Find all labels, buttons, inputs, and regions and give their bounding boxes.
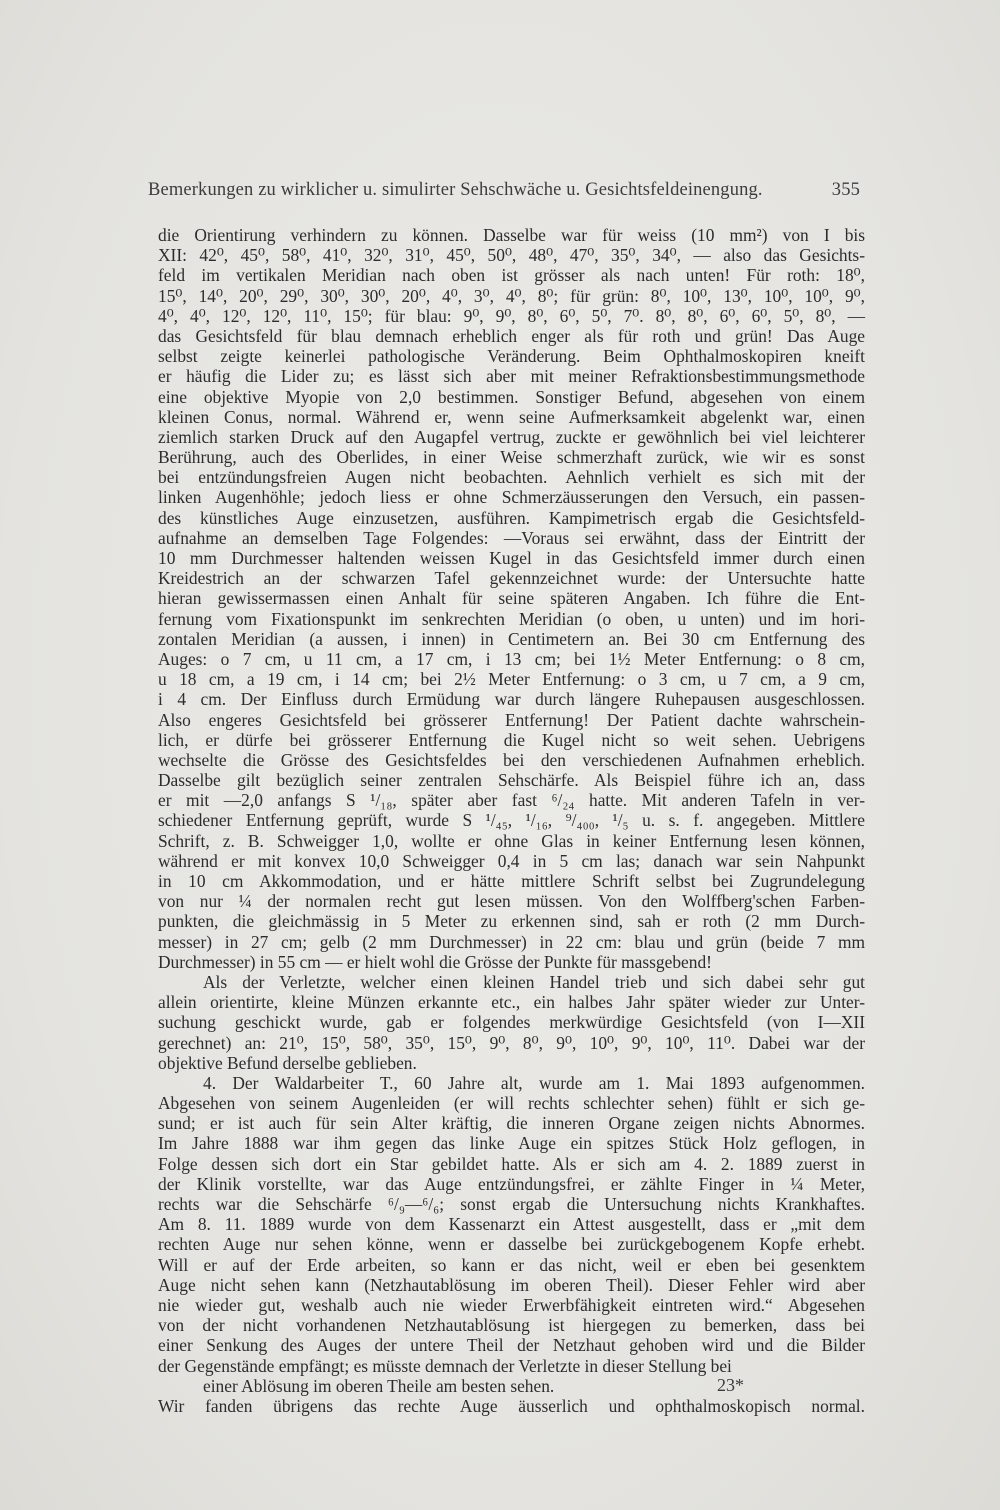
page-number: 355 [831, 180, 860, 200]
running-header [148, 180, 860, 201]
text-line: Im Jahre 1888 war ihm gegen das linke Auge ein spitzes Stück Holz geflogen, in [158, 1133, 865, 1154]
text-line: in 10 cm Akkommodation, und er hätte mittlere Schrift selbst bei Zugrundelegung [158, 871, 865, 891]
text-line: Kreidestrich an der schwarzen Tafel gekennzeichnet wurde: der Untersuchte hatte [158, 568, 865, 589]
text-line: 15⁰, 14⁰, 20⁰, 29⁰, 30⁰, 30⁰, 20⁰, 4⁰, 3⁰, 4⁰, 8⁰; für grün: 8⁰, 10⁰, 13⁰, 10⁰, 10⁰, 9⁰, [158, 285, 865, 306]
text-line: ziemlich starken Druck auf den Augapfel vertrug, zuckte er gewöhnlich bei viel leichterer [158, 426, 865, 447]
text-line: fernung vom Fixationspunkt im senkrechten Meridian (o oben, u unten) und im hori- [158, 608, 865, 629]
text-line: Wir fanden übrigens das rechte Auge äusserlich und ophthalmoskopisch normal. [158, 1395, 865, 1416]
running-title: Bemerkungen zu wirklicher u. simulirter Sehschwäche u. Gesichtsfeldeinengung. [148, 180, 763, 200]
text-line: die Orientirung verhindern zu können. Dasselbe war für weiss (10 mm²) von I bis [158, 225, 865, 245]
text-line: Auge nicht sehen kann (Netzhautablösung im oberen Theil). Dieser Fehler wird aber [158, 1274, 865, 1295]
text-line: Als der Verletzte, welcher einen kleinen Handel trieb und sich dabei sehr gut [203, 971, 865, 992]
text-line: u 18 cm, a 19 cm, i 14 cm; bei 2½ Meter Entfernung: o 3 cm, u 7 cm, a 9 cm, [158, 669, 865, 690]
text-line: Also engeres Gesichtsfeld bei grösserer Entfernung! Der Patient dachte wahrschein- [158, 709, 865, 730]
text-line: schiedener Entfernung geprüft, wurde S ¹/₄₅, ¹/₁₆, ⁹/₄₀₀, ¹/₅ u. s. f. angegeben. Mittlere [158, 810, 865, 831]
text-line: Durchmesser) in 55 cm — er hielt wohl die Grösse der Punkte für massgebend! [158, 951, 712, 972]
text-line: von der nicht vorhandenen Netzhautablösung ist hiergegen zu bemerken, dass bei [158, 1315, 865, 1336]
text-line: Folge dessen sich dort ein Star gebildet hatte. Als er sich am 4. 2. 1889 zuerst in [158, 1153, 865, 1174]
text-line: punkten, die gleichmässig in 5 Meter zu erkennen sind, sah er roth (2 mm Durch- [158, 911, 865, 932]
text-line: des künstliches Auge einzusetzen, ausführen. Kampimetrisch ergab die Gesichtsfeld- [158, 507, 865, 528]
text-line: 4. Der Waldarbeiter T., 60 Jahre alt, wurde am 1. Mai 1893 aufgenommen. [203, 1072, 865, 1093]
text-line: suchung geschickt wurde, gab er folgendes merkwürdige Gesichtsfeld (von I—XII [158, 1012, 865, 1033]
body-text [158, 225, 865, 1416]
text-line: feld im vertikalen Meridian nach oben ist grösser als nach unten! Für roth: 18⁰, [158, 265, 865, 286]
text-line: der Klinik vorstellte, war das Auge entzündungsfrei, er zählte Finger in ¼ Meter, [158, 1173, 865, 1194]
text-line: lich, er dürfe bei grösserer Entfernung die Kugel nicht so weit sehen. Uebrigens [158, 729, 865, 750]
text-line: der Gegenstände empfängt; es müsste demnach der Verletzte in dieser Stellung bei [158, 1355, 732, 1376]
text-line: Dasselbe gilt bezüglich seiner zentralen Sehschärfe. Als Beispiel führe ich an, dass [158, 770, 865, 791]
text-line: rechten Auge nur sehen könne, wenn er dasselbe bei zurückgebogenem Kopfe erhebt. [158, 1234, 865, 1255]
text-line: sund; er ist auch für sein Alter kräftig, die inneren Organe zeigen nichts Abnormes. [158, 1113, 865, 1134]
signature-mark: 23* [717, 1375, 744, 1395]
text-line: i 4 cm. Der Einfluss durch Ermüdung war durch längere Ruhepausen ausgeschlossen. [158, 689, 865, 710]
text-line: zontalen Meridian (a aussen, i innen) in Centimetern an. Bei 30 cm Entfernung des [158, 628, 865, 649]
text-line: Will er auf der Erde arbeiten, so kann er das nicht, weil er eben bei gesenktem [158, 1254, 865, 1275]
text-line: er mit —2,0 anfangs S ¹/₁₈, später aber fast ⁶/₂₄ hatte. Mit anderen Tafeln in ver- [158, 790, 865, 811]
text-line: aufnahme an demselben Tage Folgendes: —Voraus sei erwähnt, dass der Eintritt der [158, 527, 865, 548]
text-line: gerechnet) an: 21⁰, 15⁰, 58⁰, 35⁰, 15⁰, 9⁰, 8⁰, 9⁰, 10⁰, 9⁰, 10⁰, 11⁰. Dabei war der [158, 1032, 865, 1053]
text-line: bei entzündungsfreien Augen nicht beobachten. Aehnlich verhielt es sich mit der [158, 467, 865, 488]
text-line: während er mit konvex 10,0 Schweigger 0,4 in 5 cm las; danach war sein Nahpunkt [158, 850, 865, 871]
text-line: messer) in 27 cm; gelb (2 mm Durchmesser) in 22 cm: blau und grün (beide 7 mm [158, 931, 865, 952]
text-line: von nur ¼ der normalen recht gut lesen müssen. Von den Wolffberg'schen Farben- [158, 891, 865, 912]
text-line: 4⁰, 4⁰, 12⁰, 12⁰, 11⁰, 15⁰; für blau: 9⁰, 9⁰, 8⁰, 6⁰, 5⁰, 7⁰. 8⁰, 8⁰, 6⁰, 6⁰, 5⁰, 8⁰, — [158, 305, 865, 326]
text-line: Berührung, auch des Oberlides, in einer Weise schmerzhaft zurück, wie wir es sonst [158, 447, 865, 468]
text-line: objektive Befund derselbe geblieben. [158, 1052, 417, 1073]
text-line: linken Augenhöhle; jedoch liess er ohne Schmerzäusserungen den Versuch, ein passen- [158, 487, 865, 508]
text-line: Auges: o 7 cm, u 11 cm, a 17 cm, i 13 cm; bei 1½ Meter Entfernung: o 8 cm, [158, 648, 865, 669]
text-line: einer Senkung des Auges der untere Theil der Netzhaut gehoben wird und die Bilder [158, 1335, 865, 1356]
text-line: rechts war die Sehschärfe ⁶/₉—⁶/₆; sonst ergab die Untersuchung nichts Krankhaftes. [158, 1194, 865, 1214]
text-line: einer Ablösung im oberen Theile am besten sehen. [203, 1375, 555, 1396]
text-line: eine objektive Myopie von 2,0 bestimmen. Sonstiger Befund, abgesehen von einem [158, 386, 865, 407]
text-line: Abgesehen von seinem Augenleiden (er will rechts schlechter sehen) fühlt er sich ge- [158, 1093, 865, 1114]
text-line: Am 8. 11. 1889 wurde von dem Kassenarzt ein Attest ausgestellt, dass er „mit dem [158, 1214, 865, 1235]
text-line: das Gesichtsfeld für blau demnach erheblich enger als für roth und grün! Das Auge [158, 325, 865, 346]
text-line: XII: 42⁰, 45⁰, 58⁰, 41⁰, 32⁰, 31⁰, 45⁰, 50⁰, 48⁰, 47⁰, 35⁰, 34⁰, — also das Gesichts- [158, 245, 865, 266]
text-line: allein orientirte, kleine Münzen erkannte etc., ein halbes Jahr später wieder zur Unter- [158, 992, 865, 1013]
text-line: er häufig die Lider zu; es lässt sich aber mit meiner Refraktionsbestimmungsmethode [158, 366, 865, 387]
text-line: kleinen Conus, normal. Während er, wenn seine Aufmerksamkeit abgelenkt war, einen [158, 406, 865, 427]
text-line: wechselte die Grösse des Gesichtsfeldes bei den verschiedenen Aufnahmen erheblich. [158, 749, 865, 770]
text-line: selbst zeigte keinerlei pathologische Veränderung. Beim Ophthalmoskopiren kneift [158, 346, 865, 367]
text-line: nie wieder gut, weshalb auch nie wieder Erwerbfähigkeit eintreten wird.“ Abgesehen [158, 1294, 865, 1315]
text-line: Schrift, z. B. Schweigger 1,0, wollte er ohne Glas in keiner Entfernung lesen können, [158, 830, 865, 851]
text-line: hieran gewissermassen einen Anhalt für seine späteren Angaben. Ich führe die Ent- [158, 588, 865, 609]
text-line: 10 mm Durchmesser haltenden weissen Kugel in das Gesichtsfeld immer durch einen [158, 548, 865, 568]
